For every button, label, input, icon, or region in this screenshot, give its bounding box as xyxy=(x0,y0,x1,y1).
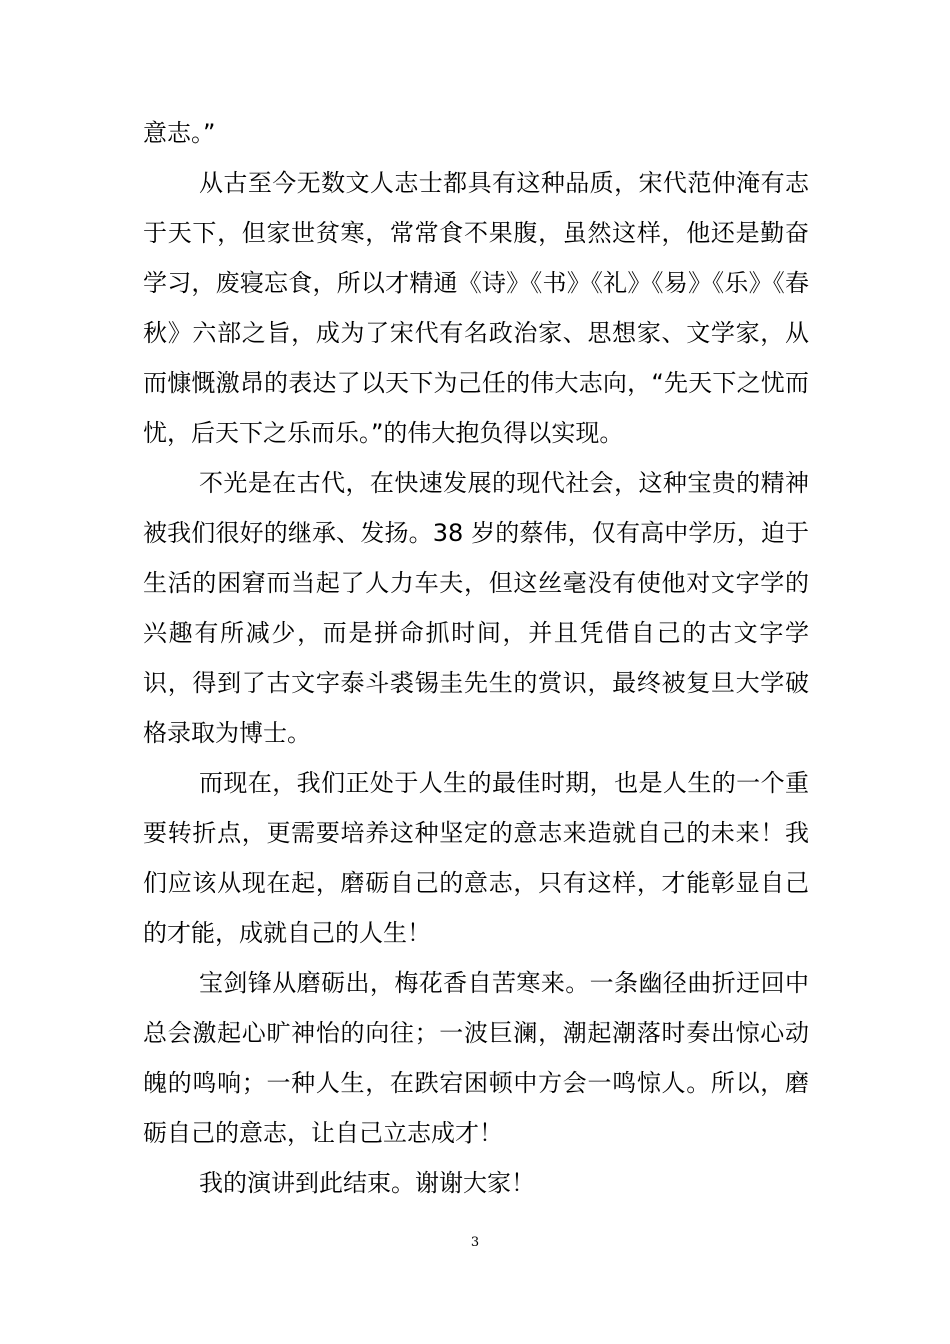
paragraph: 宝剑锋从磨砺出，梅花香自苦寒来。一条幽径曲折迂回中总会激起心旷神怡的向往；一波巨澜，潮起潮落时奏出惊心动魄的鸣响；一种人生，在跌宕困顿中方会一鸣惊人。所以，磨砺自己的意志，让自己立志成才！ xyxy=(143,969,809,1147)
paragraph: 不光是在古代，在快速发展的现代社会，这种宝贵的精神被我们很好的继承、发扬。38 岁的蔡伟，仅有高中学历，迫于生活的困窘而当起了人力车夫，但这丝毫没有使他对文字学的兴趣有所减少，而是拼命抓时间，并且凭借自己的古文字学识，得到了古文字泰斗裘锡圭先生的赏识，最终被复旦大学破格录取为博士。 xyxy=(143,469,809,747)
page-number: 3 xyxy=(470,1235,480,1250)
paragraph: 从古至今无数文人志士都具有这种品质，宋代范仲淹有志于天下，但家世贫寒，常常食不果腹，虽然这样，他还是勤奋学习，废寝忘食，所以才精通《诗》《书》《礼》《易》《乐》《春秋》六部之旨，成为了宋代有名政治家、思想家、文学家，从而慷慨激昂的表达了以天下为己任的伟大志向，“先天下之忧而忧，后天下之乐而乐。”的伟大抱负得以实现。 xyxy=(143,169,809,447)
paragraph: 意志。” xyxy=(143,119,216,147)
speech-body xyxy=(143,108,809,1208)
paragraph: 我的演讲到此结束。谢谢大家！ xyxy=(199,1169,535,1197)
paragraph: 而现在，我们正处于人生的最佳时期，也是人生的一个重要转折点，更需要培养这种坚定的意志来造就自己的未来！我们应该从现在起，磨砺自己的意志，只有这样，才能彰显自己的才能，成就自己的人生！ xyxy=(143,769,809,947)
